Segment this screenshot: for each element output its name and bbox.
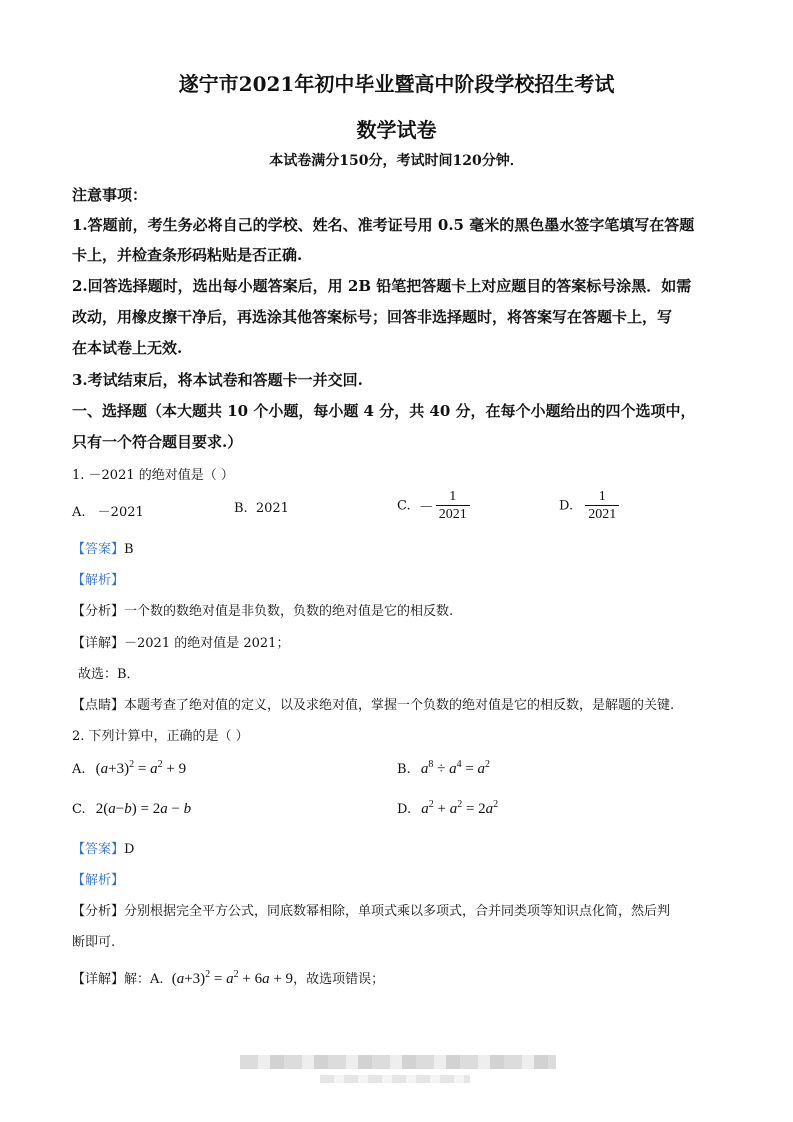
q1-option-d xyxy=(559,488,619,524)
q2-fenxi-line-2: 断即可. xyxy=(72,935,116,950)
q2-fenxi-line-1 xyxy=(72,900,670,919)
section-heading-line-1: 一、选择题（本大题共 10 个小题，每小题 4 分，共 40 分，在每个小题给出的四个选项中， xyxy=(72,402,696,420)
q1-stem: 1. －2021 的绝对值是（ ） xyxy=(72,468,234,483)
q1-xiangjie-tag: 【详解】 xyxy=(72,636,125,651)
q2-answer xyxy=(72,838,134,857)
q1-option-c-sign: － xyxy=(418,499,434,516)
q1-dianjing-text: 本题考查了绝对值的定义，以及求绝对值，掌握一个负数的绝对值是它的相反数，是解题的关键. xyxy=(124,698,675,713)
q2-xiangjie-formula: $(a+3)^2 = a^2 + 6a + 9$ xyxy=(171,969,294,987)
blurred-watermark xyxy=(240,1055,556,1069)
exam-info: 本试卷满分150分，考试时间120分钟． xyxy=(269,153,524,169)
notice-line-3: 2.回答选择题时，选出每小题答案后，用 2B 铅笔把答题卡上对应题目的答案标号涂黑．如需 xyxy=(72,277,692,295)
q1-option-d-label: D. xyxy=(559,498,574,514)
q2-answer-tag: 【答案】 xyxy=(72,842,125,857)
notice-line-5: 在本试卷上无效. xyxy=(72,339,183,357)
q1-option-a-label: A. xyxy=(72,505,86,520)
q1-option-c xyxy=(397,488,470,524)
q2-option-a-formula: $(a+3)^2 = a^2 + 9$ xyxy=(95,759,187,777)
q1-answer-tag: 【答案】 xyxy=(72,542,125,557)
q2-option-c-label: C. xyxy=(72,802,86,817)
q2-option-b xyxy=(397,761,490,778)
q1-option-b-text: 2021 xyxy=(255,501,289,516)
notice-line-6: 3.考试结束后，将本试卷和答题卡一并交回. xyxy=(72,371,363,389)
q1-option-a-text: －2021 xyxy=(97,505,144,520)
q2-answer-value: D xyxy=(124,842,135,857)
q1-analysis-tag: 【解析】 xyxy=(72,573,125,588)
q2-option-b-label: B. xyxy=(397,762,411,777)
section-heading-line-2: 只有一个符合题目要求.） xyxy=(72,433,243,451)
notice-heading: 注意事项： xyxy=(72,186,148,204)
q1-fenxi xyxy=(72,600,453,619)
q2-option-d-formula: $a^2 + a^2 = 2a^2$ xyxy=(421,799,499,817)
q1-xiangjie-text: －2021 的绝对值是 2021； xyxy=(124,636,290,651)
q2-option-d xyxy=(397,801,498,818)
q2-xiangjie-tag: 【详解】 xyxy=(72,972,125,987)
q2-stem: 2. 下列计算中，正确的是（ ） xyxy=(72,729,249,744)
q2-xiangjie-prefix: 解：A. xyxy=(124,972,164,987)
q1-choose: 故选：B． xyxy=(78,667,140,682)
q2-option-c-formula: 2(a−b) = 2a − b xyxy=(95,801,192,817)
q1-fenxi-tag: 【分析】 xyxy=(72,604,125,619)
q1-dianjing xyxy=(72,694,674,713)
q1-option-d-fraction xyxy=(585,488,619,524)
q2-fenxi-tag: 【分析】 xyxy=(72,904,125,919)
notice-line-4: 改动，用橡皮擦干净后，再选涂其他答案标号；回答非选择题时，将答案写在答题卡上，写 xyxy=(72,308,673,326)
q2-xiangjie xyxy=(72,968,384,988)
notice-line-2: 卡上，并检查条形码粘贴是否正确. xyxy=(72,246,303,264)
page-title: 遂宁市2021年初中毕业暨高中阶段学校招生考试 xyxy=(178,72,615,96)
q1-answer xyxy=(72,538,134,557)
q1-option-c-fraction xyxy=(436,488,470,524)
page-subtitle: 数学试卷 xyxy=(356,118,437,142)
q2-option-d-label: D. xyxy=(397,802,412,817)
q1-option-d-denominator: 2021 xyxy=(588,507,617,522)
q2-option-a xyxy=(72,761,186,778)
q2-option-b-formula: $a^8 \div a^4 = a^2$ xyxy=(420,759,491,777)
q1-option-a xyxy=(72,501,144,520)
q1-option-c-label: C. xyxy=(397,498,411,514)
q2-analysis-tag: 【解析】 xyxy=(72,873,125,888)
q1-dianjing-tag: 【点睛】 xyxy=(72,698,125,713)
blurred-watermark-sub xyxy=(320,1075,470,1083)
q2-xiangjie-suffix: ，故选项错误； xyxy=(293,972,385,987)
q1-option-c-denominator: 2021 xyxy=(438,507,467,522)
q2-option-a-label: A. xyxy=(72,762,86,777)
q1-option-d-numerator: 1 xyxy=(585,488,619,506)
q2-fenxi-text-1: 分别根据完全平方公式，同底数幂相除，单项式乘以多项式，合并同类项等知识点化简，然后判 xyxy=(124,904,671,919)
q1-option-b xyxy=(234,501,289,516)
q1-answer-value: B xyxy=(124,542,134,557)
q1-option-c-numerator: 1 xyxy=(436,488,470,506)
q1-fenxi-text: 一个数的数绝对值是非负数，负数的绝对值是它的相反数. xyxy=(124,604,454,619)
q1-option-b-label: B. xyxy=(234,501,248,516)
q1-xiangjie xyxy=(72,632,289,651)
notice-line-1: 1.答题前，考生务必将自己的学校、姓名、准考证号用 0.5 毫米的黑色墨水签字笔填写在答题 xyxy=(72,216,695,234)
q2-option-c xyxy=(72,801,191,818)
